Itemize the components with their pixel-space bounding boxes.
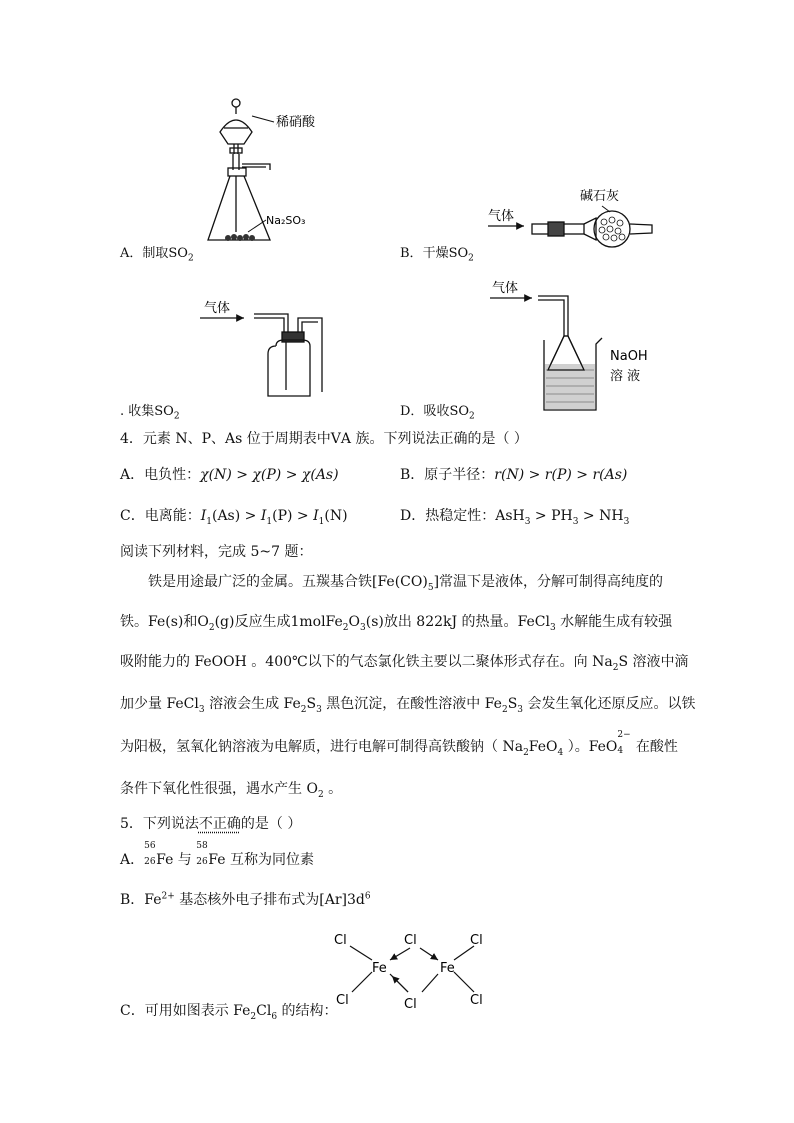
question-5-stem: 5．下列说法不正确的是（ ）	[120, 816, 302, 832]
option-a-label: A．制取$SO_2$	[120, 246, 194, 264]
reading-line-3: 吸附能力的 FeOOH 。400℃以下的气态氯化铁主要以二聚体形式存在。向 $Na_2S$ 溶液中滴	[120, 654, 689, 673]
fe2cl6-structure-diagram	[330, 928, 500, 1020]
apparatus-a-diagram	[200, 92, 340, 252]
reading-line-1: 铁是用途最广泛的金属。五羰基合铁$[Fe(CO)_5]$常温下是液体，分解可制得高纯度的	[148, 574, 664, 593]
apparatus-d-diagram	[488, 280, 668, 415]
reagent-dilute-nitric-acid: 稀硝酸	[276, 115, 316, 130]
q4-option-a: A．电负性：χ(N) > χ(P) > χ(As)	[120, 467, 339, 483]
reading-intro: 阅读下列材料，完成 5~7 题：	[120, 544, 313, 560]
gas-label-c: 气体	[204, 301, 231, 316]
q4-option-b: B．原子半径：r(N) > r(P) > r(As)	[400, 467, 628, 483]
cl-atom-top-left: Cl	[334, 933, 347, 948]
option-d-label: D．吸收$SO_2$	[400, 404, 475, 422]
gas-label-b: 气体	[488, 209, 515, 224]
reading-line-5: 为阳极，氢氧化钠溶液为电解质，进行电解可制得高铁酸钠（ $Na_2FeO_4$ ）。FeO 2− 4 在酸性	[120, 730, 678, 758]
reagent-naoh: NaOH	[610, 349, 648, 364]
question-4-stem: 4．元素 N、P、As 位于周期表中ⅤA 族。下列说法正确的是（ ）	[120, 431, 528, 447]
q4-option-c: C．电离能：$I_1(As) > I_1(P) > I_1(N)$	[120, 508, 348, 527]
reagent-sodium-sulfite: Na₂SO₃	[266, 214, 306, 227]
reagent-solution: 溶 液	[610, 369, 641, 384]
cl-atom-bridge-bottom: Cl	[404, 997, 417, 1012]
q5-option-c: C．可用如图表示 $Fe_2Cl_6$ 的结构：	[120, 1003, 338, 1022]
option-c-label: . 收集$SO_2$	[120, 404, 180, 422]
apparatus-c-diagram	[198, 296, 338, 406]
apparatus-b-diagram	[484, 186, 664, 256]
reading-line-4: 加少量 FeCl$_3$ 溶液会生成 $Fe_2S_3$ 黑色沉淀，在酸性溶液中 $Fe_2S_3$ 会发生氧化还原反应。以铁	[120, 696, 696, 715]
cl-atom-bottom-right: Cl	[470, 993, 483, 1008]
gas-label-d: 气体	[492, 281, 519, 296]
fe-atom-left: Fe	[372, 961, 387, 976]
q5-option-a: A． 56 26 Fe 与 58 26 Fe 互称为同位素	[120, 841, 314, 868]
reading-line-6: 条件下氧化性很强，遇水产生 $O_2$ 。	[120, 781, 343, 800]
option-b-label: B．干燥$SO_2$	[400, 246, 474, 264]
fe-atom-right: Fe	[440, 961, 455, 976]
q5-option-b: B．$Fe^{2+}$ 基态核外电子排布式为$[Ar]3d^6$	[120, 891, 371, 908]
cl-atom-bridge-top: Cl	[404, 933, 417, 948]
q4-option-d: D．热稳定性：$AsH_3 > PH_3 > NH_3$	[400, 508, 630, 527]
reading-line-2: 铁。Fe(s)和$O_2(g)$反应生成$1molFe_2O_3(s)$放出 822kJ 的热量。FeCl$_3$ 水解能生成有较强	[120, 614, 673, 633]
cl-atom-top-right: Cl	[470, 933, 483, 948]
cl-atom-bottom-left: Cl	[336, 993, 349, 1008]
reagent-soda-lime: 碱石灰	[580, 189, 620, 204]
